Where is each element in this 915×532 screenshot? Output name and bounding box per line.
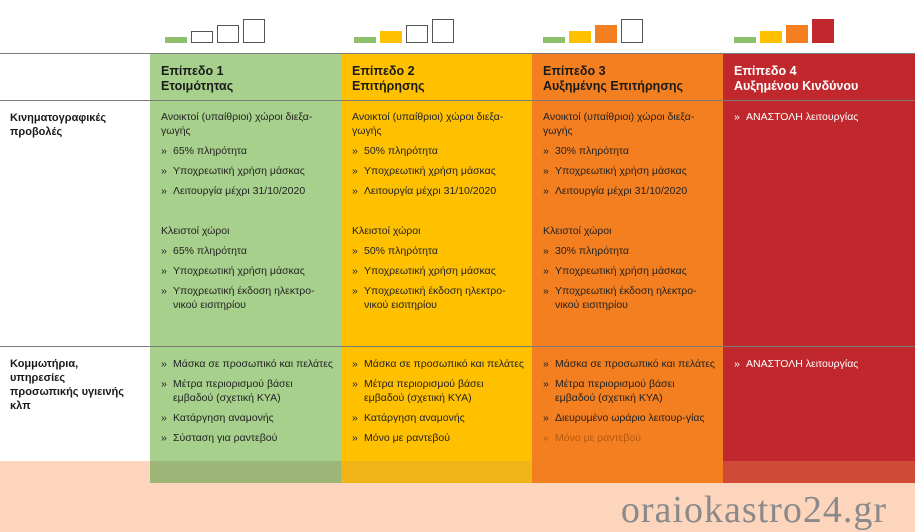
overlay-band [341, 461, 532, 483]
row-divider [0, 346, 915, 347]
header-divider [0, 100, 915, 101]
level4-header: Επίπεδο 4 Αυξημένου Κινδύνου [734, 64, 859, 93]
level3-indicator-icon [543, 15, 653, 43]
watermark-logo: oraiokastro24.gr [620, 489, 887, 531]
salon-level2-cell: » Μάσκα σε προσωπικό και πελάτες » Μέτρα περιορισμού βάσει εμβαδού (σχετική ΚΥΑ) » Κατάργηση αναμονής » Μόνο με ραντεβού [352, 357, 524, 451]
level4-indicator-icon [734, 15, 844, 43]
cinema-level2-cell: Ανοικτοί (υπαίθριοι) χώροι διεξα-γωγής » 50% πληρότητα » Υποχρεωτική χρήση μάσκας » Λειτουργία μέχρι 31/10/2020 Κλειστοί χώροι » 50% πληρότητα » Υποχρεωτική χρήση μάσκας » Υποχρεωτική έκδοση ηλεκτρο-νικού εισιτηρίου [352, 110, 524, 318]
table-top-border [0, 53, 915, 54]
overlay-band [723, 461, 915, 483]
row-label-hair-salons: Κομμωτήρια, υπηρεσίες προσωπικής υγιεινής κλπ [10, 358, 124, 412]
overlay-band [150, 461, 341, 483]
salon-level3-cell: » Μάσκα σε προσωπικό και πελάτες » Μέτρα περιορισμού βάσει εμβαδού (σχετική ΚΥΑ) » Διευρυμένο ωράριο λειτουρ-γίας » Μόνο με ραντεβού [543, 357, 715, 451]
level1-indicator-icon [165, 15, 275, 43]
level1-header: Επίπεδο 1 Ετοιμότητας [161, 64, 234, 93]
cinema-level4-cell: » ΑΝΑΣΤΟΛΗ λειτουργίας [734, 110, 906, 130]
cinema-level3-cell: Ανοικτοί (υπαίθριοι) χώροι διεξα-γωγής » 30% πληρότητα » Υποχρεωτική χρήση μάσκας » Λειτουργία μέχρι 31/10/2020 Κλειστοί χώροι » 30% πληρότητα » Υποχρεωτική χρήση μάσκας » Υποχρεωτική έκδοση ηλεκτρο-νικού εισιτηρίου [543, 110, 715, 318]
row-label-cinema: Κινηματογραφικές προβολές [10, 112, 107, 138]
cinema-level1-cell: Ανοικτοί (υπαίθριοι) χώροι διεξα-γωγής » 65% πληρότητα » Υποχρεωτική χρήση μάσκας » Λειτουργία μέχρι 31/10/2020 Κλειστοί χώροι » 65% πληρότητα » Υποχρεωτική χρήση μάσκας » Υποχρεωτική έκδοση ηλεκτρο-νικού εισιτηρίου [161, 110, 333, 318]
level3-header: Επίπεδο 3 Αυξημένης Επιτήρησης [543, 64, 684, 93]
level2-header: Επίπεδο 2 Επιτήρησης [352, 64, 425, 93]
salon-level1-cell: » Μάσκα σε προσωπικό και πελάτες » Μέτρα περιορισμού βάσει εμβαδού (σχετική ΚΥΑ) » Κατάργηση αναμονής » Σύσταση για ραντεβού [161, 357, 333, 451]
salon-level4-cell: » ΑΝΑΣΤΟΛΗ λειτουργίας [734, 357, 906, 377]
level2-indicator-icon [354, 15, 464, 43]
overlay-band [0, 461, 150, 483]
